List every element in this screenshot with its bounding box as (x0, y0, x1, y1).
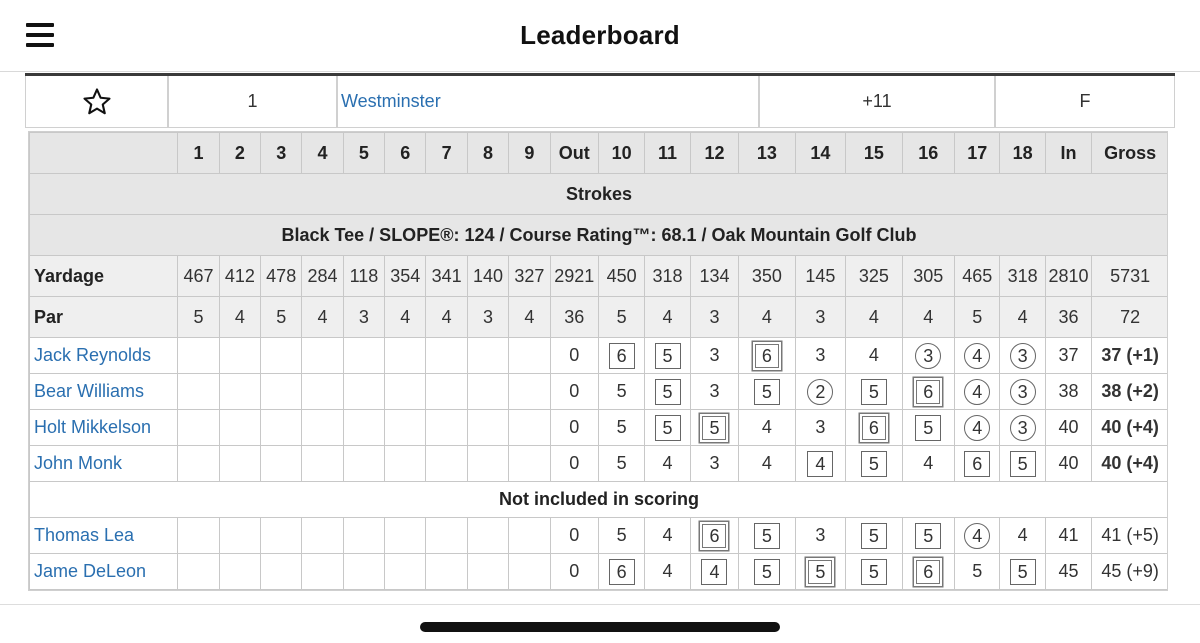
yardage-cell: 478 (261, 256, 302, 297)
par-cell: 4 (846, 297, 902, 338)
player-row (30, 554, 1169, 590)
birdie-circle-mark: 3 (1010, 343, 1036, 369)
hole-header-10: 10 (598, 133, 644, 174)
par-cell: 4 (509, 297, 550, 338)
yardage-cell: 140 (467, 256, 508, 297)
top-bar (0, 0, 1200, 72)
bogey-square-mark: 5 (1010, 451, 1036, 477)
double-bogey-square-mark: 6 (702, 524, 726, 548)
front-hole-score-empty (302, 554, 343, 590)
out-total: 0 (550, 446, 598, 482)
yardage-cell: 327 (509, 256, 550, 297)
team-summary-row (25, 73, 1175, 128)
yardage-cell: 341 (426, 256, 467, 297)
back-hole-score (955, 518, 1000, 554)
back-hole-score: 4 (1000, 518, 1045, 554)
team-status: F (995, 76, 1175, 128)
back-hole-score (739, 374, 795, 410)
double-bogey-square-mark: 5 (702, 416, 726, 440)
back-hole-score (1000, 338, 1045, 374)
back-hole-score: 5 (598, 374, 644, 410)
yardage-cell: 350 (739, 256, 795, 297)
hole-header-3: 3 (261, 133, 302, 174)
front-hole-score-empty (302, 446, 343, 482)
gross-total: 41 (+5) (1092, 518, 1168, 554)
par-row (30, 297, 1169, 338)
front-hole-score-empty (467, 446, 508, 482)
out-total: 0 (550, 554, 598, 590)
birdie-circle-mark: 4 (964, 523, 990, 549)
double-bogey-square-mark: 5 (808, 560, 832, 584)
front-hole-score-empty (343, 446, 384, 482)
front-hole-score-empty (385, 374, 426, 410)
yardage-cell: 325 (846, 256, 902, 297)
front-hole-score-empty (261, 554, 302, 590)
player-name-link[interactable]: Holt Mikkelson (30, 410, 178, 446)
hole-header-13: 13 (739, 133, 795, 174)
front-hole-score-empty (426, 518, 467, 554)
front-hole-score-empty (219, 518, 260, 554)
in-total: 38 (1045, 374, 1091, 410)
yardage-cell: 450 (598, 256, 644, 297)
front-hole-score-empty (509, 518, 550, 554)
front-hole-score-empty (261, 410, 302, 446)
team-name-link[interactable]: Westminster (337, 76, 759, 128)
par-cell: 72 (1092, 297, 1168, 338)
par-cell: 4 (902, 297, 954, 338)
front-hole-score-empty (426, 410, 467, 446)
back-hole-score (902, 518, 954, 554)
tee-info: Black Tee / SLOPE®: 124 / Course Rating™: 68.1 / Oak Mountain Golf Club (30, 215, 1169, 256)
back-hole-score: 5 (598, 518, 644, 554)
front-hole-score-empty (426, 338, 467, 374)
back-hole-score (645, 338, 690, 374)
front-hole-score-empty (509, 446, 550, 482)
back-hole-score (955, 374, 1000, 410)
yardage-cell: 465 (955, 256, 1000, 297)
back-hole-score: 3 (690, 446, 738, 482)
player-row (30, 446, 1169, 482)
back-hole-score: 5 (598, 410, 644, 446)
back-hole-score: 4 (846, 338, 902, 374)
back-hole-score: 3 (690, 374, 738, 410)
front-hole-score-empty (261, 518, 302, 554)
front-hole-score-empty (261, 374, 302, 410)
front-hole-score-empty (509, 338, 550, 374)
front-hole-score-empty (261, 446, 302, 482)
not-included-label: Not included in scoring (30, 482, 1169, 518)
bogey-square-mark: 5 (655, 379, 681, 405)
front-hole-score-empty (219, 410, 260, 446)
player-row (30, 338, 1169, 374)
par-label: Par (30, 297, 178, 338)
front-hole-score-empty (385, 554, 426, 590)
front-hole-score-empty (219, 554, 260, 590)
back-hole-score (645, 374, 690, 410)
bogey-square-mark: 6 (609, 343, 635, 369)
back-hole-score (846, 410, 902, 446)
par-cell: 4 (645, 297, 690, 338)
front-hole-score-empty (302, 518, 343, 554)
hole-header-out: Out (550, 133, 598, 174)
front-hole-score-empty (178, 410, 219, 446)
hole-header-12: 12 (690, 133, 738, 174)
back-hole-score: 4 (902, 446, 954, 482)
not-included-band (30, 482, 1169, 518)
par-cell: 4 (1000, 297, 1045, 338)
corner-cell (30, 133, 178, 174)
double-bogey-square-mark: 6 (916, 560, 940, 584)
back-hole-score (690, 410, 738, 446)
back-hole-score (902, 410, 954, 446)
back-hole-score: 5 (598, 446, 644, 482)
yardage-cell: 5731 (1092, 256, 1168, 297)
hole-header-7: 7 (426, 133, 467, 174)
favorite-button[interactable] (25, 76, 168, 128)
front-hole-score-empty (302, 410, 343, 446)
back-hole-score (598, 554, 644, 590)
back-hole-score (955, 446, 1000, 482)
yardage-cell: 118 (343, 256, 384, 297)
yardage-cell: 318 (645, 256, 690, 297)
front-hole-score-empty (467, 554, 508, 590)
front-hole-score-empty (385, 410, 426, 446)
bogey-square-mark: 5 (754, 523, 780, 549)
back-hole-score: 4 (645, 518, 690, 554)
strokes-band (30, 174, 1169, 215)
back-hole-score (795, 554, 845, 590)
front-hole-score-empty (509, 410, 550, 446)
home-indicator[interactable] (420, 622, 780, 632)
hole-header-17: 17 (955, 133, 1000, 174)
hole-header-16: 16 (902, 133, 954, 174)
scorecard-table (28, 131, 1168, 591)
yardage-cell: 467 (178, 256, 219, 297)
out-total: 0 (550, 410, 598, 446)
player-row (30, 410, 1169, 446)
yardage-cell: 354 (385, 256, 426, 297)
back-hole-score: 4 (645, 554, 690, 590)
out-total: 0 (550, 374, 598, 410)
hole-header-18: 18 (1000, 133, 1045, 174)
bogey-square-mark: 5 (915, 415, 941, 441)
back-hole-score (955, 410, 1000, 446)
front-hole-score-empty (385, 518, 426, 554)
hole-header-1: 1 (178, 133, 219, 174)
team-rank: 1 (168, 76, 337, 128)
birdie-circle-mark: 2 (807, 379, 833, 405)
front-hole-score-empty (426, 554, 467, 590)
double-bogey-square-mark: 6 (862, 416, 886, 440)
gross-total: 40 (+4) (1092, 410, 1168, 446)
back-hole-score (902, 374, 954, 410)
back-hole-score (739, 338, 795, 374)
back-hole-score (645, 410, 690, 446)
birdie-circle-mark: 3 (915, 343, 941, 369)
back-hole-score (902, 338, 954, 374)
hole-header-row (30, 133, 1169, 174)
hole-header-in: In (1045, 133, 1091, 174)
hole-header-gross: Gross (1092, 133, 1168, 174)
in-total: 40 (1045, 446, 1091, 482)
gross-total: 45 (+9) (1092, 554, 1168, 590)
yardage-label: Yardage (30, 256, 178, 297)
bogey-square-mark: 5 (861, 559, 887, 585)
birdie-circle-mark: 4 (964, 415, 990, 441)
par-cell: 3 (690, 297, 738, 338)
player-name-link[interactable]: Bear Williams (30, 374, 178, 410)
back-hole-score (1000, 374, 1045, 410)
front-hole-score-empty (343, 554, 384, 590)
front-hole-score-empty (467, 518, 508, 554)
hole-header-15: 15 (846, 133, 902, 174)
back-hole-score: 3 (795, 518, 845, 554)
front-hole-score-empty (343, 410, 384, 446)
front-hole-score-empty (219, 338, 260, 374)
in-total: 45 (1045, 554, 1091, 590)
bogey-square-mark: 5 (861, 523, 887, 549)
back-hole-score (902, 554, 954, 590)
back-hole-score: 3 (795, 410, 845, 446)
back-hole-score (955, 338, 1000, 374)
back-hole-score: 5 (955, 554, 1000, 590)
yardage-cell: 2921 (550, 256, 598, 297)
bogey-square-mark: 5 (1010, 559, 1036, 585)
back-hole-score (846, 446, 902, 482)
front-hole-score-empty (178, 518, 219, 554)
player-row (30, 374, 1169, 410)
back-hole-score (846, 554, 902, 590)
gross-total: 37 (+1) (1092, 338, 1168, 374)
back-hole-score (739, 554, 795, 590)
back-hole-score: 3 (690, 338, 738, 374)
back-hole-score (846, 518, 902, 554)
yardage-cell: 284 (302, 256, 343, 297)
back-hole-score (795, 374, 845, 410)
double-bogey-square-mark: 6 (916, 380, 940, 404)
front-hole-score-empty (426, 446, 467, 482)
front-hole-score-empty (509, 374, 550, 410)
par-cell: 5 (598, 297, 644, 338)
back-hole-score (795, 446, 845, 482)
back-hole-score: 4 (739, 446, 795, 482)
tee-info-band (30, 215, 1169, 256)
front-hole-score-empty (261, 338, 302, 374)
player-name-link[interactable]: Jame DeLeon (30, 554, 178, 590)
back-hole-score (690, 554, 738, 590)
hole-header-9: 9 (509, 133, 550, 174)
out-total: 0 (550, 518, 598, 554)
gross-total: 38 (+2) (1092, 374, 1168, 410)
bogey-square-mark: 5 (655, 415, 681, 441)
front-hole-score-empty (219, 446, 260, 482)
front-hole-score-empty (426, 374, 467, 410)
yardage-cell: 412 (219, 256, 260, 297)
front-hole-score-empty (178, 338, 219, 374)
strokes-label: Strokes (30, 174, 1169, 215)
player-name-link[interactable]: Thomas Lea (30, 518, 178, 554)
front-hole-score-empty (178, 446, 219, 482)
hole-header-8: 8 (467, 133, 508, 174)
front-hole-score-empty (178, 374, 219, 410)
player-row (30, 518, 1169, 554)
front-hole-score-empty (509, 554, 550, 590)
star-outline-icon (82, 87, 112, 117)
in-total: 41 (1045, 518, 1091, 554)
par-cell: 4 (385, 297, 426, 338)
back-hole-score (846, 374, 902, 410)
front-hole-score-empty (343, 338, 384, 374)
bogey-square-mark: 5 (861, 451, 887, 477)
yardage-cell: 2810 (1045, 256, 1091, 297)
bogey-square-mark: 5 (754, 379, 780, 405)
par-cell: 3 (467, 297, 508, 338)
hole-header-2: 2 (219, 133, 260, 174)
front-hole-score-empty (343, 518, 384, 554)
bogey-square-mark: 5 (861, 379, 887, 405)
par-cell: 4 (302, 297, 343, 338)
back-hole-score: 4 (739, 410, 795, 446)
yardage-cell: 318 (1000, 256, 1045, 297)
front-hole-score-empty (467, 410, 508, 446)
back-hole-score: 4 (645, 446, 690, 482)
par-cell: 5 (261, 297, 302, 338)
in-total: 40 (1045, 410, 1091, 446)
bogey-square-mark: 6 (609, 559, 635, 585)
front-hole-score-empty (467, 374, 508, 410)
bogey-square-mark: 5 (915, 523, 941, 549)
front-hole-score-empty (219, 374, 260, 410)
in-total: 37 (1045, 338, 1091, 374)
front-hole-score-empty (302, 374, 343, 410)
gross-total: 40 (+4) (1092, 446, 1168, 482)
birdie-circle-mark: 3 (1010, 415, 1036, 441)
par-cell: 36 (1045, 297, 1091, 338)
hole-header-5: 5 (343, 133, 384, 174)
out-total: 0 (550, 338, 598, 374)
hole-header-4: 4 (302, 133, 343, 174)
back-hole-score (1000, 446, 1045, 482)
back-hole-score (1000, 410, 1045, 446)
yardage-cell: 145 (795, 256, 845, 297)
back-hole-score: 3 (795, 338, 845, 374)
front-hole-score-empty (178, 554, 219, 590)
bottom-divider (0, 604, 1200, 605)
page-title: Leaderboard (520, 20, 680, 50)
hole-header-6: 6 (385, 133, 426, 174)
double-bogey-square-mark: 6 (755, 344, 779, 368)
bogey-square-mark: 6 (964, 451, 990, 477)
front-hole-score-empty (343, 374, 384, 410)
par-cell: 4 (739, 297, 795, 338)
par-cell: 5 (178, 297, 219, 338)
birdie-circle-mark: 4 (964, 343, 990, 369)
par-cell: 4 (426, 297, 467, 338)
bogey-square-mark: 5 (655, 343, 681, 369)
hole-header-14: 14 (795, 133, 845, 174)
par-cell: 5 (955, 297, 1000, 338)
yardage-cell: 134 (690, 256, 738, 297)
bogey-square-mark: 5 (754, 559, 780, 585)
hole-header-11: 11 (645, 133, 690, 174)
back-hole-score (739, 518, 795, 554)
yardage-row (30, 256, 1169, 297)
player-name-link[interactable]: John Monk (30, 446, 178, 482)
birdie-circle-mark: 4 (964, 379, 990, 405)
front-hole-score-empty (302, 338, 343, 374)
birdie-circle-mark: 3 (1010, 379, 1036, 405)
back-hole-score (1000, 554, 1045, 590)
par-cell: 3 (343, 297, 384, 338)
par-cell: 4 (219, 297, 260, 338)
yardage-cell: 305 (902, 256, 954, 297)
bogey-square-mark: 4 (807, 451, 833, 477)
back-hole-score (690, 518, 738, 554)
front-hole-score-empty (467, 338, 508, 374)
team-score: +11 (759, 76, 995, 128)
par-cell: 3 (795, 297, 845, 338)
front-hole-score-empty (385, 446, 426, 482)
player-name-link[interactable]: Jack Reynolds (30, 338, 178, 374)
par-cell: 36 (550, 297, 598, 338)
back-hole-score (598, 338, 644, 374)
bogey-square-mark: 4 (701, 559, 727, 585)
front-hole-score-empty (385, 338, 426, 374)
